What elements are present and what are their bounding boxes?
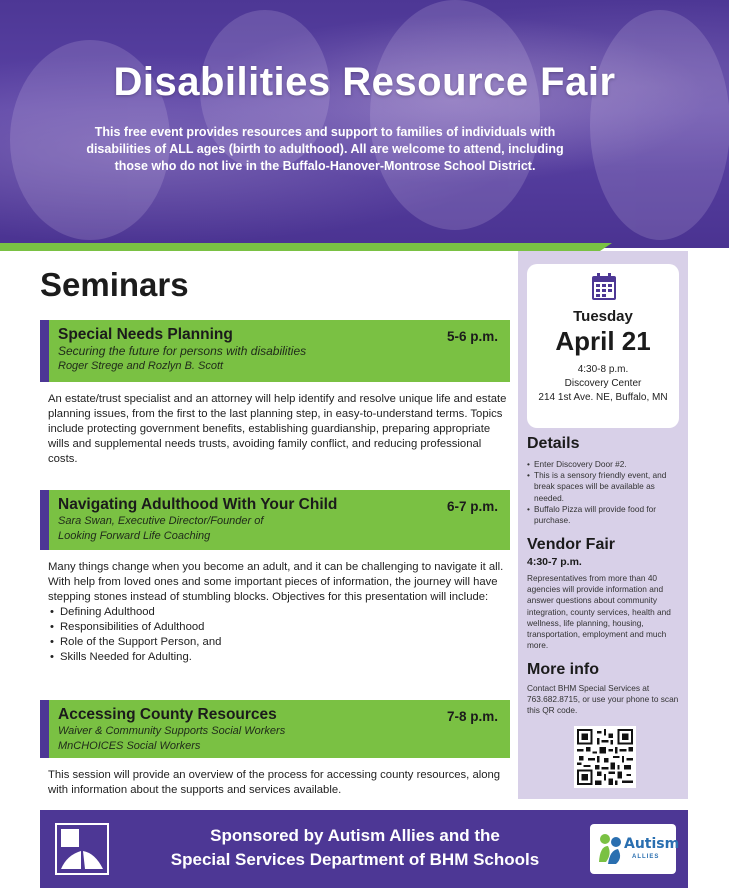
seminar-body-text: Many things change when you become an adult, and it can be challenging to navigate it all. With help from loved ones and some important pieces of information, the journey will have stepping stones instead of stumbling blocks. Objectives for this presentation will include: (48, 561, 504, 603)
list-item: • This is a sensory friendly event, and break spaces will be available as needed. (527, 470, 683, 504)
event-date: April 21 (555, 326, 651, 356)
list-item: • Defining Adulthood (48, 605, 510, 620)
sponsor-line-1: Sponsored by Autism Allies and the (210, 826, 500, 845)
event-address: 214 1st Ave. NE, Buffalo, MN (538, 392, 668, 403)
seminars-heading: Seminars (40, 266, 189, 303)
green-divider (0, 243, 600, 251)
seminar-title: Accessing County Resources (58, 706, 277, 723)
seminar-presenters: Roger Strege and Rozlyn B. Scott (58, 360, 224, 372)
list-item: • Skills Needed for Adulting. (48, 650, 510, 665)
details-list (527, 459, 683, 526)
list-item: • Responsibilities of Adulthood (48, 620, 510, 635)
intro-text: This free event provides resources and support to families of individuals with disabilities of ALL ages (birth to adulthood). All are welcome to attend, including those who do not live in the Buffalo-Hanover-Montrose School District. (86, 125, 564, 173)
autism-allies-wordmark: Autism (624, 836, 680, 852)
autism-allies-logo (590, 824, 680, 874)
seminar-presenters: MnCHOICES Social Workers (58, 740, 201, 752)
details-heading: Details (527, 435, 580, 452)
seminar-header (40, 320, 510, 382)
qr-code[interactable] (574, 726, 636, 788)
vendor-fair-text: Representatives from more than 40 agencies will provide information and answer questions about community integration, county services, health and wellness, life planning, housing, transportation, employment and much more. (527, 573, 671, 651)
sponsor-footer (40, 810, 688, 888)
event-day: Tuesday (573, 308, 633, 325)
seminar-subtitle: Sara Swan, Executive Director/Founder of (58, 515, 264, 527)
calendar-icon (591, 273, 617, 301)
seminar-header (40, 700, 510, 758)
event-info-sidebar (518, 251, 688, 799)
seminar-subtitle: Securing the future for persons with disabilities (58, 344, 307, 358)
bhm-schools-logo (55, 823, 109, 875)
seminar-title: Navigating Adulthood With Your Child (58, 496, 338, 513)
sponsor-text (130, 824, 580, 872)
seminar-description (48, 560, 510, 665)
autism-allies-subword: ALLIES (632, 854, 660, 860)
seminar-time: 6-7 p.m. (446, 499, 498, 514)
seminar-presenters: Looking Forward Life Coaching (58, 530, 211, 542)
seminar-subtitle: Waiver & Community Supports Social Workers (58, 725, 286, 737)
event-venue: Discovery Center (564, 378, 642, 389)
seminar-objectives-list (48, 605, 510, 665)
list-item: • Buffalo Pizza will provide food for purchase. (527, 504, 683, 526)
date-card (527, 264, 679, 428)
more-info-heading: More info (527, 661, 599, 678)
list-item: • Enter Discovery Door #2. (527, 459, 683, 470)
seminar-time: 5-6 p.m. (446, 329, 498, 344)
vendor-fair-heading: Vendor Fair (527, 536, 616, 553)
seminar-header (40, 490, 510, 550)
sponsor-line-2: Special Services Department of BHM Schools (170, 850, 540, 869)
more-info-text: Contact BHM Special Services at 763.682.8715, or use your phone to scan this QR code. (527, 683, 679, 716)
vendor-fair-time: 4:30-7 p.m. (527, 556, 582, 568)
hero-banner (0, 0, 729, 248)
list-item: • Role of the Support Person, and (48, 635, 510, 650)
seminar-time: 7-8 p.m. (446, 709, 498, 724)
seminar-description: An estate/trust specialist and an attorney will help identify and resolve unique life and estate planning issues, from the first to the last planning step, in easy-to-understand terms. Topics include protecting government benefits, establishing guardianship, preparing appropriate wills and supplemental needs trusts, avoiding family conflict, and reducing professional costs. (48, 393, 507, 465)
page-title: Disabilities Resource Fair (113, 60, 616, 104)
seminar-title: Special Needs Planning (58, 326, 233, 343)
puzzle-people-icon (596, 832, 624, 866)
seminar-description: This session will provide an overview of the process for accessing county resources, along with information about the supports and services available. (48, 769, 501, 796)
event-hours: 4:30-8 p.m. (577, 364, 629, 375)
